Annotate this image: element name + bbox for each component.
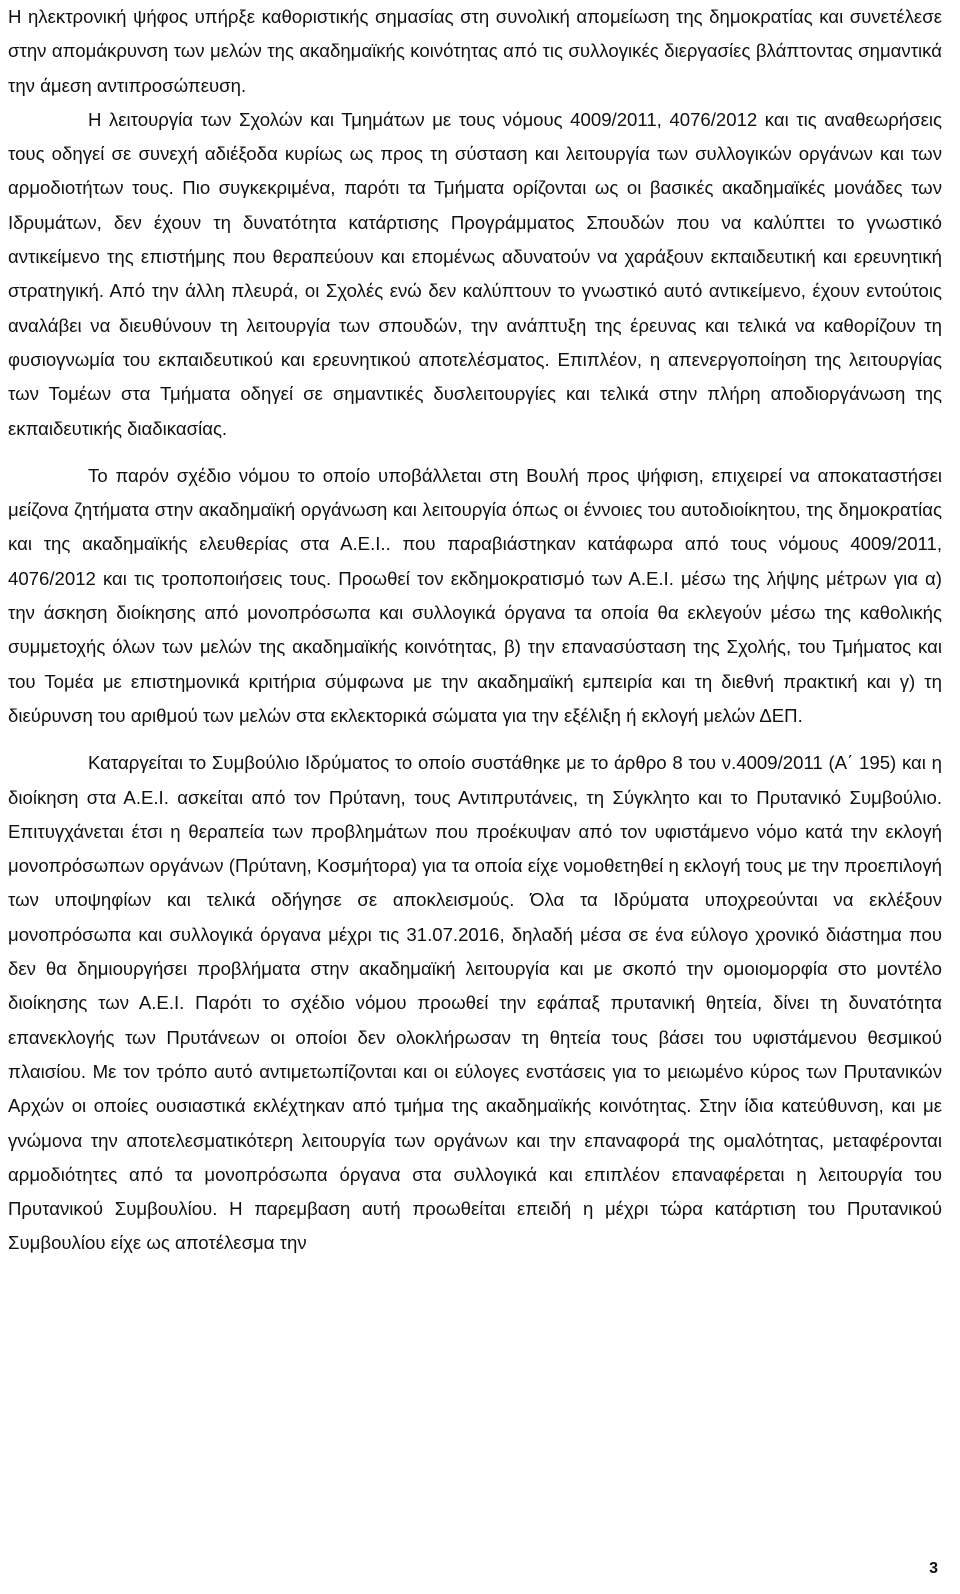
paragraph-2: Η λειτουργία των Σχολών και Τμημάτων με τους νόμους 4009/2011, 4076/2012 και τις αναθεωρήσεις τους οδηγεί σε συνεχή αδιέξοδα κυρίως ως προς τη σύσταση και λειτουργία των συλλογικών οργάνων και των αρμοδιοτήτων τους. Πιο συγκεκριμένα, παρότι τα Τμήματα ορίζονται ως οι βασικές ακαδημαϊκές μονάδες των Ιδρυμάτων, δεν έχουν τη δυνατότητα κατάρτισης Προγράμματος Σπουδών που να καλύπτει το γνωστικό αντικείμενο της επιστήμης που θεραπεύουν και επομένως αδυνατούν να χαράξουν εκπαιδευτική και ερευνητική στρατηγική. Από την άλλη πλευρά, οι Σχολές ενώ δεν καλύπτουν το γνωστικό αυτό αντικείμενο, έχουν εντούτοις αναλάβει να διευθύνουν τη λειτουργία των σπουδών, την ανάπτυξη της έρευνας και τελικά να καθορίζουν τη φυσιογνωμία του εκπαιδευτικού και ερευνητικού αποτελέσματος. Επιπλέον, η απενεργοποίηση της λειτουργίας των Τομέων στα Τμήματα οδηγεί σε σημαντικές δυσλειτουργίες και τελικά στην πλήρη αποδιοργάνωση της εκπαιδευτικής διαδικασίας. [8, 108, 942, 439]
paragraph-3: Το παρόν σχέδιο νόμου το οποίο υποβάλλεται στη Βουλή προς ψήφιση, επιχειρεί να αποκαταστήσει μείζονα ζητήματα στην ακαδημαϊκή οργάνωση και λειτουργία όπως οι έννοιες του αυτοδιοίκητου, της δημοκρατίας και της ακαδημαϊκής ελευθερίας στα Α.Ε.Ι.. που παραβιάστηκαν κατάφωρα από τους νόμους 4009/2011, 4076/2012 και τις τροποποιήσεις τους. Προωθεί τον εκδημοκρατισμό των Α.Ε.Ι. μέσω της λήψης μέτρων για α) την άσκηση διοίκησης από μονοπρόσωπα και συλλογικά όργανα τα οποία θα εκλεγούν μέσω της καθολικής συμμετοχής όλων των μελών της ακαδημαϊκής κοινότητας, β) την επανασύσταση της Σχολής, του Τμήματος και του Τομέα με επιστημονικά κριτήρια σύμφωνα με την ακαδημαϊκή εμπειρία και τη διεθνή πρακτική και γ) τη διεύρυνση του αριθμού των μελών στα εκλεκτορικά σώματα για την εξέλιξη ή εκλογή μελών ΔΕΠ. [8, 464, 942, 726]
paragraph-4: Καταργείται το Συμβούλιο Ιδρύματος το οποίο συστάθηκε με το άρθρο 8 του ν.4009/2011 (Α΄ 195) και η διοίκηση στα Α.Ε.Ι. ασκείται από τον Πρύτανη, τους Αντιπρυτάνεις, τη Σύγκλητο και το Πρυτανικό Συμβούλιο. Επιτυγχάνεται έτσι η θεραπεία των προβλημάτων που προέκυψαν από τον υφιστάμενο νόμο κατά την εκλογή μονοπρόσωπων οργάνων (Πρύτανη, Κοσμήτορα) για τα οποία είχε νομοθετηθεί η εκλογή τους με την προεπιλογή των υποψηφίων και τελικά οδήγησε σε αποκλεισμούς. Όλα τα Ιδρύματα υποχρεούνται να εκλέξουν μονοπρόσωπα και συλλογικά όργανα μέχρι τις 31.07.2016, δηλαδή μέσα σε ένα εύλογο χρονικό διάστημα που δεν θα δημιουργήσει προβλήματα στην ακαδημαϊκή λειτουργία και με σκοπό την ομοιομορφία στο μοντέλο διοίκησης των Α.Ε.Ι. Παρότι το σχέδιο νόμου προωθεί την εφάπαξ πρυτανική θητεία, δίνει τη δυνατότητα επανεκλογής των Πρυτάνεων οι οποίοι δεν ολοκλήρωσαν τη θητεία τους βάσει του υφιστάμενου θεσμικού πλαισίου. Με τον τρόπο αυτό αντιμετωπίζονται και οι εύλογες ενστάσεις για το μειωμένο κύρος των Πρυτανικών Αρχών οι οποίες ουσιαστικά εκλέχτηκαν από τμήμα της ακαδημαϊκής κοινότητας. Στην ίδια κατεύθυνση, και με γνώμονα την αποτελεσματικότερη λειτουργία των οργάνων και την επαναφορά της ομαλότητας, μεταφέρονται αρμοδιότητες από τα μονοπρόσωπα όργανα στα συλλογικά και επιπλέον επαναφέρεται η λειτουργία του Πρυτανικού Συμβουλίου. Η παρεμβαση αυτή προωθείται επειδή η μέχρι τώρα κατάρτιση του Πρυτανικού Συμβουλίου είχε ως αποτέλεσμα την [8, 752, 942, 1254]
paragraph-1: Η ηλεκτρονική ψήφος υπήρξε καθοριστικής σημασίας στη συνολική απομείωση της δημοκρατίας και συνετέλεσε στην απομάκρυνση των μελών της ακαδημαϊκής κοινότητας από τις συλλογικές διεργασίες βλάπτοντας σημαντικά την άμεση αντιπροσώπευση. [8, 6, 942, 96]
page-number: 3 [929, 1560, 938, 1577]
document-page [8, 0, 942, 1261]
